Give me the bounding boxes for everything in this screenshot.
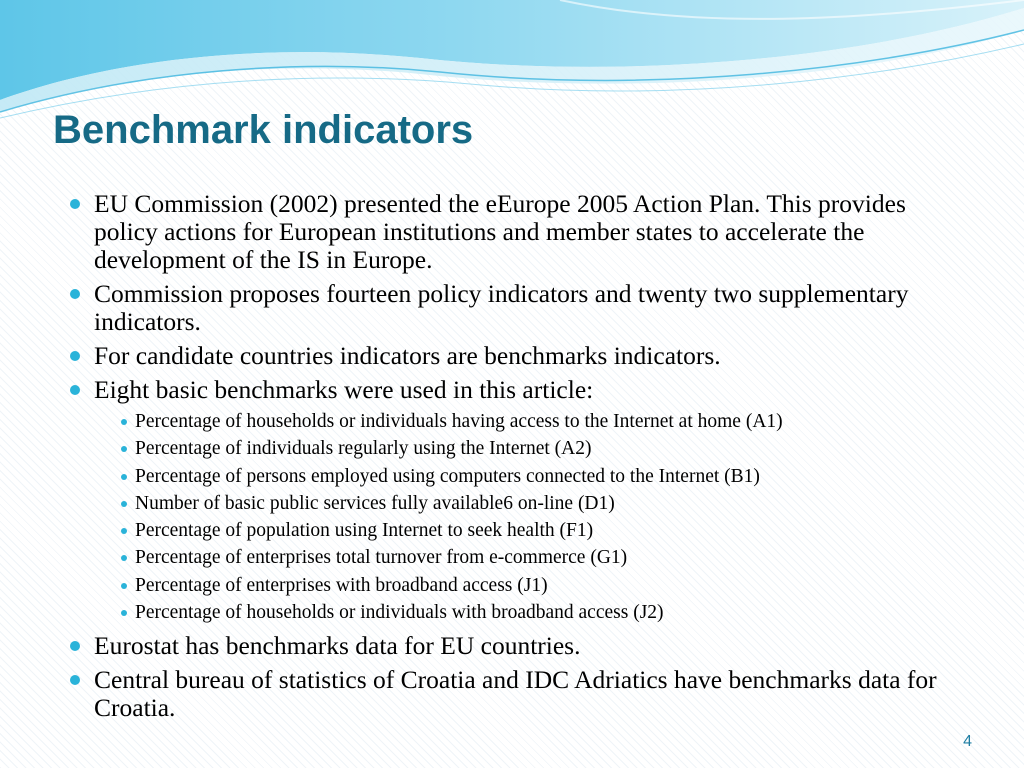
bullet-text: Eight basic benchmarks were used in this article:	[94, 375, 594, 404]
sub-bullet-icon	[121, 528, 127, 534]
bullet-text: Central bureau of statistics of Croatia and IDC Adriatics have benchmarks data for Croatia.	[94, 665, 937, 723]
sub-bullet-text: Percentage of persons employed using computers connected to the Internet (B1)	[135, 465, 760, 487]
sub-bullet-icon	[121, 446, 127, 452]
slide-title: Benchmark indicators	[53, 108, 474, 152]
sub-bullet-text: Percentage of households or individuals having access to the Internet at home (A1)	[135, 411, 783, 432]
sub-bullet-item	[121, 463, 968, 490]
bullet-text: Eurostat has benchmarks data for EU countries.	[94, 631, 581, 661]
sub-bullet-item	[121, 599, 968, 626]
bullet-icon	[70, 675, 80, 685]
sub-bullet-icon	[121, 419, 127, 425]
sub-bullet-item	[121, 490, 968, 517]
sub-bullet-text: Percentage of individuals regularly using the Internet (A2)	[135, 438, 592, 460]
sub-bullet-icon	[121, 501, 127, 507]
sub-bullet-text: Number of basic public services fully available6 on-line (D1)	[135, 492, 615, 514]
sub-bullet-item	[121, 408, 968, 435]
sub-bullet-item	[121, 572, 968, 599]
bullet-icon	[70, 289, 80, 299]
bullet-item	[68, 280, 968, 336]
sub-bullet-item	[121, 435, 968, 462]
sub-bullet-text: Percentage of population using Internet to seek health (F1)	[135, 520, 594, 542]
bullet-icon	[70, 385, 80, 395]
bullet-item	[68, 666, 968, 722]
page-number: 4	[963, 733, 972, 750]
sub-bullet-icon	[121, 610, 127, 616]
bullet-item	[68, 342, 968, 370]
bullet-icon	[70, 199, 80, 209]
bullet-icon	[70, 641, 80, 651]
sub-bullet-text: Percentage of enterprises with broadband access (J1)	[135, 574, 548, 596]
bullet-text: Commission proposes fourteen policy indicators and twenty two supplementary indicators.	[94, 279, 909, 336]
bullet-item	[68, 632, 968, 660]
sub-bullet-icon	[121, 583, 127, 589]
sub-bullet-list	[94, 408, 968, 626]
bullet-text: For candidate countries indicators are benchmarks indicators.	[94, 341, 721, 370]
sub-bullet-item	[121, 544, 968, 571]
bullet-item	[68, 376, 968, 626]
bullet-icon	[70, 351, 80, 361]
sub-bullet-text: Percentage of enterprises total turnover from e-commerce (G1)	[135, 547, 628, 569]
sub-bullet-icon	[121, 474, 127, 480]
sub-bullet-text: Percentage of households or individuals with broadband access (J2)	[135, 602, 664, 624]
bullet-list	[68, 190, 968, 728]
sub-bullet-item	[121, 517, 968, 544]
sub-bullet-icon	[121, 555, 127, 561]
bullet-item	[68, 190, 968, 274]
bullet-text: EU Commission (2002) presented the eEurope 2005 Action Plan. This provides policy actions for European institutions and member states to accelerate the development of the IS in Europe.	[94, 189, 906, 274]
